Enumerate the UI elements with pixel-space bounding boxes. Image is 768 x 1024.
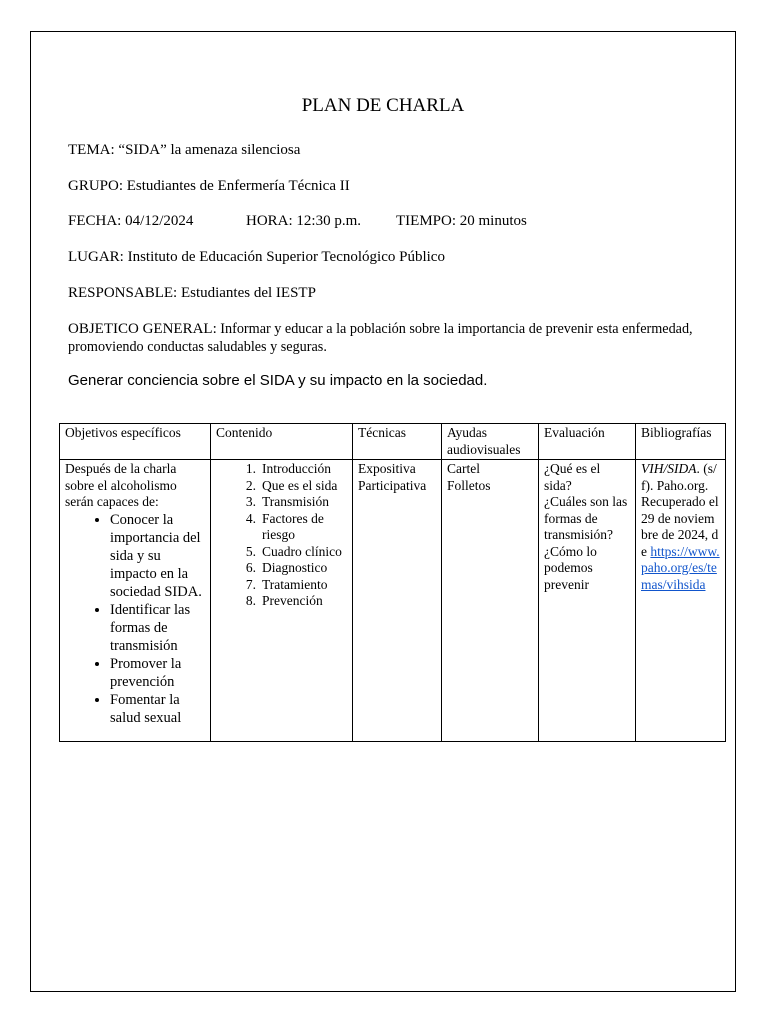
fecha-text: FECHA: 04/12/2024 [68,213,194,229]
list-item [216,577,347,594]
evaluacion-cell [539,460,636,742]
bibliografia-title: VIH/SIDA [641,461,697,476]
header-evaluacion: Evaluación [539,424,636,460]
list-text: Prevención [262,593,323,608]
table-row [60,460,726,742]
list-text: Transmisión [262,494,330,509]
list-item [216,560,347,577]
list-number: 8. [245,593,256,608]
evaluacion-question: ¿Cuáles son las formas de transmisión? [544,494,628,542]
header-bibliografias: Bibliografías [636,424,726,460]
header-ayudas: Ayudas audiovisuales [442,424,539,460]
evaluacion-question: ¿Cómo lo podemos prevenir [544,543,597,592]
list-number: 7. [245,576,256,592]
list-text: Tratamiento [262,576,328,592]
responsable-line: RESPONSABLE: Estudiantes del IESTP [68,285,316,301]
list-item: • Promover la prevención [110,655,205,691]
tecnicas-cell [353,460,442,742]
list-item: • Conocer la importancia del sida y su impacto en la sociedad SIDA. [110,511,205,601]
objetivo-general [68,320,708,356]
ayudas-cell [442,460,539,742]
list-text: Cuadro clínico [262,543,342,559]
list-number: 1. [245,461,256,476]
evaluacion-question: ¿Qué es el sida? [544,461,601,493]
list-number: 2. [245,477,256,493]
ayuda-item: Folletos [447,477,491,493]
list-item [216,544,347,561]
bibliografia-text: . (s/f). Paho.org. Recuperado el 29 de noviembre de 2024, de [641,461,719,559]
list-number: 5. [245,543,256,559]
list-item [216,478,347,495]
conciencia-line: Generar conciencia sobre el SIDA y su impacto en la sociedad. [68,372,488,389]
contenido-list [216,461,347,610]
grupo-line: GRUPO: Estudiantes de Enfermería Técnica II [68,178,350,194]
hora-text: HORA: 12:30 p.m. [246,213,362,229]
list-number: 6. [245,560,256,575]
list-item [216,494,347,511]
list-item [216,461,347,478]
tiempo-text: TIEMPO: 20 minutos [396,213,527,229]
plan-table [59,423,726,742]
header-objetivos: Objetivos específicos [60,424,211,460]
list-number: 4. [245,510,256,526]
header-tecnicas: Técnicas [353,424,442,460]
bibliografia-cell [636,460,726,742]
objetivos-intro: Después de la charla sobre el alcoholismo serán capaces de: [65,461,177,509]
list-item [216,593,347,610]
list-item [216,511,347,544]
tecnica-item: Participativa [358,477,427,493]
list-text: Introducción [262,461,331,476]
table-header-row [60,424,726,460]
header-contenido: Contenido [211,424,353,460]
list-number: 3. [245,494,256,509]
list-text: Factores de riesgo [262,510,324,542]
ayuda-item: Cartel [447,461,480,476]
list-item: • Identificar las formas de transmisión [110,601,205,655]
objetivos-cell [60,460,211,742]
objetivo-general-text: Informar y educar a la población sobre la importancia de prevenir esta enfermedad, promoviendo conductas saludables y seguras. [68,321,693,355]
list-text: Que es el sida [262,477,338,493]
document-title: PLAN DE CHARLA [301,95,465,116]
list-text: Diagnostico [262,560,328,575]
objetivos-list [65,511,205,727]
bibliografia-link[interactable]: https://www.paho.org/es/temas/vihsida [641,543,720,592]
contenido-cell [211,460,353,742]
document-page [30,31,736,992]
tema-line: TEMA: “SIDA” la amenaza silenciosa [68,142,301,158]
tecnica-item: Expositiva [358,461,416,476]
objetivo-general-label: OBJETICO GENERAL: [68,321,217,337]
list-item: • Fomentar la salud sexual [110,691,205,727]
lugar-line: LUGAR: Instituto de Educación Superior Tecnológico Público [68,249,445,265]
